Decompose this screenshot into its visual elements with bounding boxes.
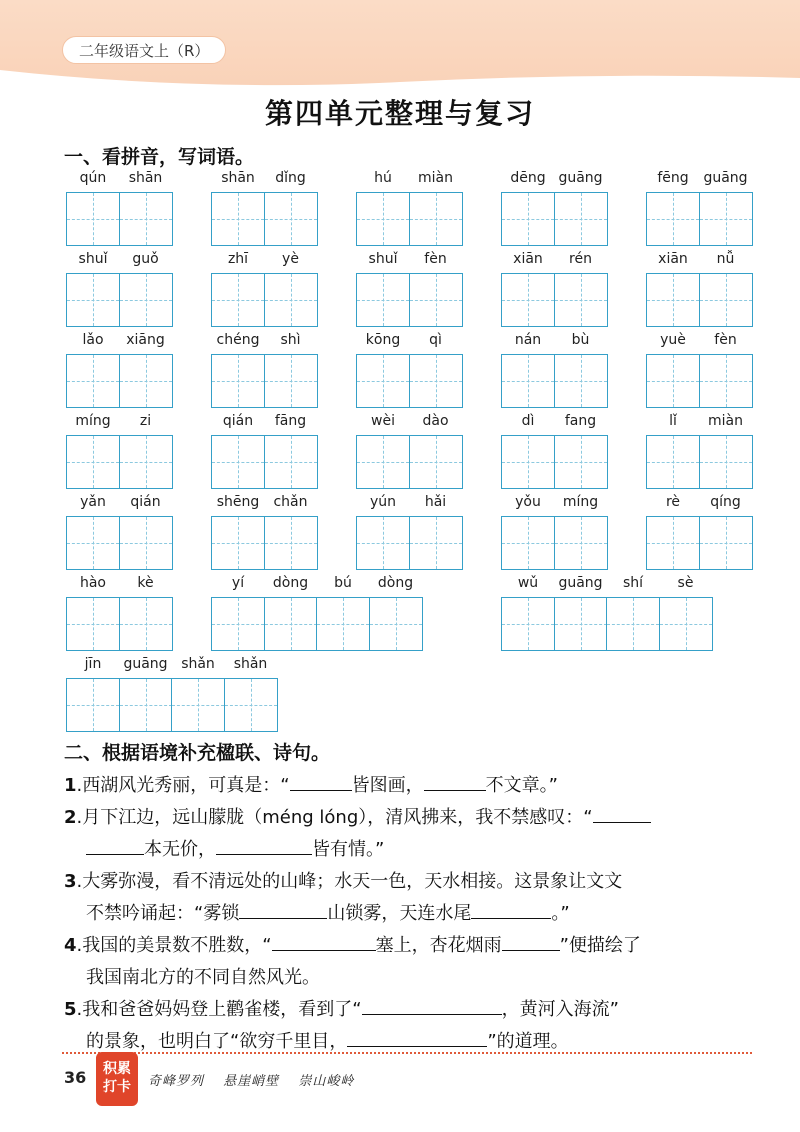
writing-box[interactable] (66, 435, 120, 489)
writing-box[interactable] (264, 354, 318, 408)
writing-box[interactable] (264, 192, 318, 246)
question-number: 4 (64, 935, 77, 956)
question-text: .月下江边，远山朦胧（méng lóng），清风拂来，我不禁感叹：“ (76, 807, 593, 828)
writing-box[interactable] (699, 516, 753, 570)
writing-box[interactable] (646, 516, 700, 570)
writing-box[interactable] (699, 354, 753, 408)
writing-box-group (501, 273, 606, 327)
pinyin-syllable: guāng (558, 575, 603, 591)
pinyin-syllable: dòng (272, 575, 309, 591)
footer-divider (62, 1052, 752, 1054)
answer-blank[interactable] (424, 771, 486, 791)
question-text: ，黄河入海流” (501, 999, 619, 1020)
writing-box[interactable] (501, 192, 555, 246)
writing-box[interactable] (119, 192, 173, 246)
writing-box-group (211, 273, 316, 327)
header-wave (0, 70, 800, 88)
writing-box-group (501, 516, 606, 570)
writing-box[interactable] (554, 192, 608, 246)
writing-box[interactable] (356, 192, 410, 246)
pinyin-syllable: yún (369, 494, 397, 510)
question-5 (64, 994, 764, 1058)
writing-box-group (501, 192, 606, 246)
question-number: 3 (64, 871, 77, 892)
pinyin-syllable: shí (622, 575, 644, 591)
writing-box[interactable] (659, 597, 713, 651)
writing-box[interactable] (66, 597, 120, 651)
writing-box[interactable] (554, 354, 608, 408)
pinyin-syllable: sè (677, 575, 694, 591)
answer-blank[interactable] (239, 899, 327, 919)
pinyin-syllable: fang (564, 413, 597, 429)
answer-blank[interactable] (347, 1027, 487, 1047)
writing-box[interactable] (409, 192, 463, 246)
pinyin-syllable: shān (128, 170, 163, 186)
footer-phrase: 崇山峻岭 (298, 1074, 355, 1089)
badge-top-text: 积累 (103, 1061, 131, 1077)
pinyin-syllable: fēng (657, 170, 689, 186)
question-text: .大雾弥漫，看不清远处的山峰；水天一色，天水相接。这景象让文文 (76, 871, 623, 892)
pinyin-syllable: rè (665, 494, 681, 510)
pinyin-syllable: yè (282, 251, 299, 267)
question-text: ”便描绘了 (559, 935, 641, 956)
question-text: 本无价， (144, 839, 216, 860)
writing-box[interactable] (356, 435, 410, 489)
answer-blank[interactable] (272, 931, 376, 951)
writing-box[interactable] (264, 435, 318, 489)
section-2-heading: 二、根据语境补充楹联、诗句。 (64, 742, 331, 764)
answer-blank[interactable] (502, 931, 560, 951)
accumulate-badge (96, 1052, 138, 1106)
question-text: .我和爸爸妈妈登上鹳雀楼，看到了“ (76, 999, 362, 1020)
writing-box-group (66, 192, 171, 246)
book-label: 二年级语文上（R） (62, 36, 226, 64)
footer-phrases (148, 1070, 368, 1089)
pinyin-syllable: miàn (708, 413, 743, 429)
question-text: 皆图画， (351, 775, 424, 796)
question-text: ”的道理。 (487, 1031, 569, 1052)
question-text: 我国南北方的不同自然风光。 (86, 967, 320, 988)
writing-box-group (356, 354, 461, 408)
writing-box-group (356, 516, 461, 570)
writing-box[interactable] (606, 597, 660, 651)
writing-box[interactable] (211, 354, 265, 408)
writing-box-group (211, 354, 316, 408)
pinyin-syllable: bú (334, 575, 352, 591)
pinyin-syllable: shēng (216, 494, 260, 510)
question-text: 山锁雾，天连水尾 (327, 903, 472, 924)
answer-blank[interactable] (593, 803, 651, 823)
pinyin-syllable: guāng (703, 170, 748, 186)
writing-box[interactable] (119, 516, 173, 570)
writing-box[interactable] (66, 516, 120, 570)
pinyin-syllable: shì (280, 332, 301, 348)
writing-box[interactable] (171, 678, 225, 732)
writing-box[interactable] (409, 516, 463, 570)
writing-box-group (211, 516, 316, 570)
pinyin-syllable: rén (569, 251, 592, 267)
writing-box[interactable] (119, 273, 173, 327)
writing-box[interactable] (356, 273, 410, 327)
question-text: 塞上，杏花烟雨 (375, 935, 502, 956)
question-text: 的景象，也明白了“欲穷千里目， (86, 1031, 348, 1052)
pinyin-syllable: jīn (84, 656, 102, 672)
writing-box-group (646, 435, 751, 489)
question-text: 皆有情。” (312, 839, 385, 860)
pinyin-syllable: míng (75, 413, 111, 429)
page-title: 第四单元整理与复习 (264, 97, 535, 130)
pinyin-syllable: yǒu (515, 494, 541, 510)
pinyin-syllable: qián (222, 413, 254, 429)
question-number: 2 (64, 807, 77, 828)
pinyin-syllable: dì (521, 413, 535, 429)
pinyin-syllable: xiāng (126, 332, 165, 348)
writing-box-group (646, 192, 751, 246)
writing-box[interactable] (211, 597, 265, 651)
pinyin-syllable: kōng (365, 332, 401, 348)
writing-box[interactable] (119, 597, 173, 651)
writing-box[interactable] (119, 435, 173, 489)
question-number: 1 (64, 775, 77, 796)
pinyin-syllable: dào (422, 413, 449, 429)
writing-box[interactable] (699, 435, 753, 489)
pinyin-syllable: qián (130, 494, 161, 510)
writing-box[interactable] (646, 192, 700, 246)
writing-box-group (66, 516, 171, 570)
pinyin-syllable: guāng (123, 656, 168, 672)
pinyin-syllable: fèn (424, 251, 447, 267)
question-text: 不文章。” (485, 775, 558, 796)
writing-box[interactable] (356, 516, 410, 570)
writing-box[interactable] (369, 597, 423, 651)
page-number: 36 (64, 1068, 87, 1087)
writing-box-group (66, 354, 171, 408)
pinyin-syllable: yuè (660, 332, 686, 348)
pinyin-syllable: nǚ (716, 251, 735, 267)
footer-phrase: 奇峰罗列 (148, 1074, 205, 1089)
question-text: 。” (551, 903, 570, 924)
writing-box[interactable] (554, 516, 608, 570)
section-1-heading: 一、看拼音，写词语。 (64, 146, 255, 168)
pinyin-syllable: shǎn (181, 656, 215, 672)
footer-phrase: 悬崖峭壁 (223, 1074, 280, 1089)
pinyin-syllable: dēng (510, 170, 546, 186)
answer-blank[interactable] (86, 835, 144, 855)
writing-box[interactable] (211, 516, 265, 570)
writing-box[interactable] (501, 435, 555, 489)
pinyin-syllable: hú (374, 170, 392, 186)
pinyin-syllable: nán (514, 332, 542, 348)
pinyin-syllable: guǒ (132, 251, 159, 267)
answer-blank[interactable] (216, 835, 312, 855)
writing-box[interactable] (501, 516, 555, 570)
writing-box[interactable] (66, 192, 120, 246)
writing-box[interactable] (501, 354, 555, 408)
pinyin-syllable: yí (231, 575, 245, 591)
writing-box[interactable] (264, 273, 318, 327)
pinyin-syllable: wǔ (517, 575, 539, 591)
writing-box[interactable] (699, 192, 753, 246)
pinyin-syllable: lǎo (82, 332, 104, 348)
writing-box-group (356, 192, 461, 246)
question-text: 不禁吟诵起：“雾锁 (86, 903, 240, 924)
pinyin-syllable: guāng (558, 170, 603, 186)
pinyin-syllable: miàn (418, 170, 453, 186)
writing-box-group (211, 192, 316, 246)
writing-box-group (501, 354, 606, 408)
answer-blank[interactable] (471, 899, 551, 919)
pinyin-syllable: zhī (227, 251, 249, 267)
writing-box[interactable] (211, 435, 265, 489)
writing-box[interactable] (211, 273, 265, 327)
pinyin-syllable: shuǐ (78, 251, 108, 267)
writing-box[interactable] (316, 597, 370, 651)
writing-box[interactable] (66, 273, 120, 327)
pinyin-syllable: míng (562, 494, 599, 510)
writing-box[interactable] (264, 516, 318, 570)
writing-box[interactable] (554, 597, 608, 651)
pinyin-syllable: qún (79, 170, 107, 186)
writing-box-group (66, 597, 171, 651)
pinyin-syllable: fèn (714, 332, 737, 348)
question-text: .我国的美景数不胜数，“ (76, 935, 272, 956)
writing-box-group (211, 435, 316, 489)
writing-box[interactable] (554, 273, 608, 327)
question-number: 5 (64, 999, 77, 1020)
writing-box[interactable] (409, 273, 463, 327)
pinyin-syllable: hào (79, 575, 107, 591)
pinyin-syllable: bù (571, 332, 590, 348)
writing-box[interactable] (119, 354, 173, 408)
writing-box[interactable] (646, 435, 700, 489)
writing-box[interactable] (646, 354, 700, 408)
pinyin-syllable: fāng (274, 413, 307, 429)
writing-box[interactable] (501, 273, 555, 327)
pinyin-syllable: shān (221, 170, 255, 186)
writing-box[interactable] (211, 192, 265, 246)
writing-box-group (356, 435, 461, 489)
writing-box[interactable] (264, 597, 318, 651)
pinyin-syllable: wèi (371, 413, 395, 429)
pinyin-syllable: chǎn (273, 494, 308, 510)
answer-blank[interactable] (290, 771, 352, 791)
writing-box[interactable] (554, 435, 608, 489)
pinyin-syllable: xiān (513, 251, 543, 267)
pinyin-syllable: hǎi (424, 494, 447, 510)
writing-box-group (646, 273, 751, 327)
writing-box[interactable] (699, 273, 753, 327)
badge-bottom-text: 打卡 (103, 1079, 131, 1095)
writing-box-group (646, 354, 751, 408)
writing-box[interactable] (66, 354, 120, 408)
pinyin-syllable: shǎn (233, 656, 268, 672)
pinyin-syllable: xiān (658, 251, 688, 267)
answer-blank[interactable] (362, 995, 502, 1015)
pinyin-syllable: yǎn (80, 494, 106, 510)
writing-box-group (211, 597, 421, 651)
question-1 (64, 770, 764, 802)
pinyin-syllable: qíng (710, 494, 741, 510)
pinyin-syllable: qì (429, 332, 442, 348)
writing-box-group (66, 678, 276, 732)
pinyin-syllable: dòng (377, 575, 414, 591)
pinyin-syllable: lǐ (669, 413, 677, 429)
writing-box[interactable] (119, 678, 173, 732)
question-2 (64, 802, 764, 866)
writing-box-group (501, 435, 606, 489)
writing-box-group (501, 597, 711, 651)
writing-box-group (356, 273, 461, 327)
writing-box[interactable] (224, 678, 278, 732)
pinyin-syllable: zi (139, 413, 152, 429)
writing-box[interactable] (66, 678, 120, 732)
writing-box[interactable] (409, 354, 463, 408)
pinyin-syllable: shuǐ (368, 251, 398, 267)
question-4 (64, 930, 764, 994)
pinyin-syllable: chéng (216, 332, 260, 348)
writing-box[interactable] (409, 435, 463, 489)
writing-box[interactable] (646, 273, 700, 327)
writing-box[interactable] (356, 354, 410, 408)
writing-box-group (66, 435, 171, 489)
pinyin-syllable: dǐng (275, 170, 306, 186)
question-text: .西湖风光秀丽，可真是：“ (76, 775, 290, 796)
pinyin-syllable: kè (137, 575, 154, 591)
question-3 (64, 866, 764, 930)
writing-box[interactable] (501, 597, 555, 651)
writing-box-group (646, 516, 751, 570)
writing-box-group (66, 273, 171, 327)
